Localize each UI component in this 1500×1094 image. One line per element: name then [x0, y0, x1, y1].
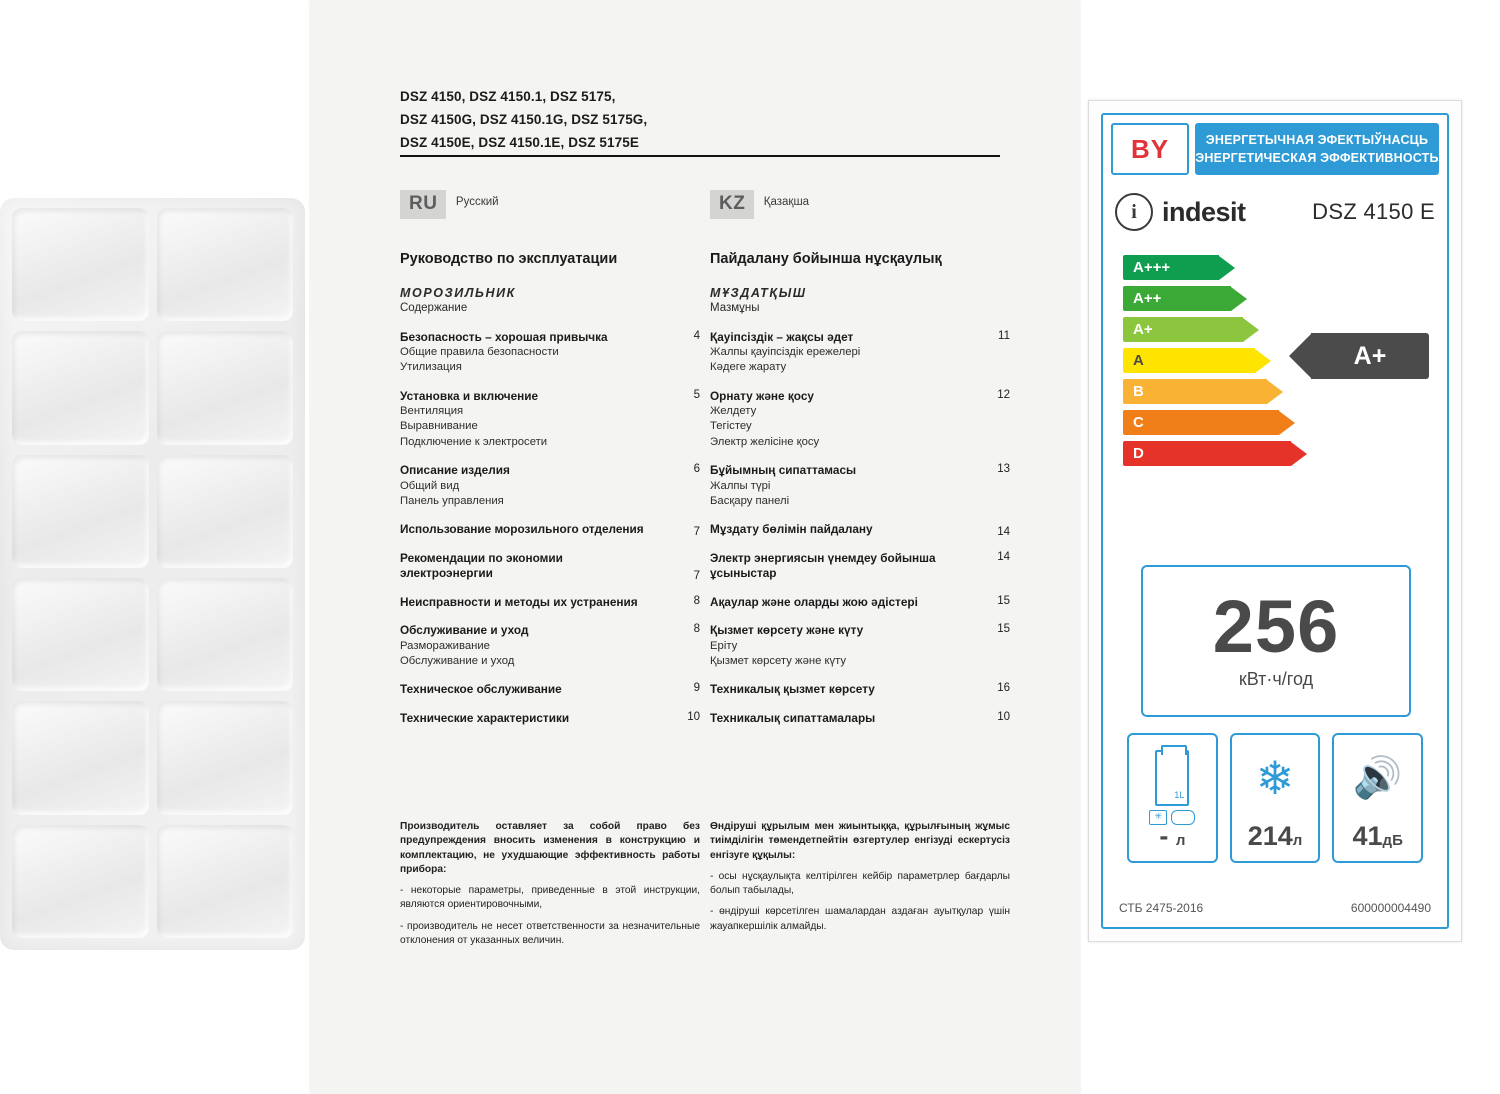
energy-class-label: A+++ [1123, 255, 1219, 280]
disclaimer-item: - осы нұсқаулықта келтірілген кейбір параметрлер бағдарлы болып табылады, [710, 870, 1010, 897]
toc-column-kz [710, 250, 1010, 739]
energy-class-bar [1123, 286, 1338, 311]
ice-tray-cell [12, 825, 149, 938]
toc-page-number: 4 [693, 329, 700, 342]
toc-subtitle: Общие правила безопасности [400, 346, 559, 359]
toc-title: Орнату және қосу [710, 388, 814, 403]
toc-title: Неисправности и методы их устранения [400, 594, 638, 609]
toc-subtitle: Выравнивание [400, 420, 478, 433]
toc-subtitle: Тегістеу [710, 420, 752, 433]
toc-subtitle: Общий вид [400, 479, 460, 492]
manual-heading-kz: Пайдалану бойынша нұсқаулық [710, 251, 942, 267]
toc-title: Установка и включение [400, 388, 539, 403]
toc-title: Безопасность – хорошая привычка [400, 329, 608, 344]
contents-label-kz: Мазмұны [710, 301, 760, 314]
toc-title: Обслуживание и уход [400, 623, 529, 638]
energy-efficiency-label [1088, 100, 1462, 942]
energy-class-label: A+ [1123, 317, 1243, 342]
toc-subtitle: Басқару панелі [710, 494, 790, 507]
toc-entry [710, 330, 1010, 376]
spec-icon-row [1127, 733, 1423, 863]
ice-tray-cell [157, 701, 294, 814]
toc-page-number: 15 [997, 594, 1010, 607]
toc-page-number: 14 [997, 550, 1010, 563]
toc-entry [400, 595, 700, 611]
energy-class-label: D [1123, 441, 1291, 466]
toc-title: Ақаулар және оларды жою әдістері [710, 594, 918, 609]
ice-tray-cells [12, 208, 293, 938]
ice-tray-cell [157, 455, 294, 568]
arrow-tip-icon [1289, 333, 1312, 379]
disclaimer-ru [400, 820, 700, 955]
toc-entry [710, 682, 1010, 698]
noise-unit: дБ [1382, 832, 1403, 849]
awarded-class-arrow [1289, 333, 1429, 379]
appliance-type-ru: МОРОЗИЛЬНИК [400, 285, 516, 300]
carton-label: 1L [1174, 790, 1185, 800]
noise-box [1332, 733, 1423, 863]
toc-entry [400, 711, 700, 727]
toc-subtitle: Желдету [710, 405, 757, 418]
energy-class-bar [1123, 379, 1338, 404]
toc-page-number: 6 [693, 462, 700, 475]
model-line-2: DSZ 4150G, DSZ 4150.1G, DSZ 5175G, [400, 112, 648, 128]
toc-column-ru [400, 250, 700, 739]
fresh-volume-value [1159, 821, 1185, 852]
toc-entry [400, 682, 700, 698]
toc-page-number: 12 [997, 388, 1010, 401]
toc-title: Технические характеристики [400, 710, 570, 725]
bar-tip-icon [1219, 256, 1235, 280]
carton-icon [1129, 745, 1216, 811]
label-header [1111, 123, 1439, 175]
contents-label-ru: Содержание [400, 301, 468, 314]
language-kz [710, 190, 809, 219]
toc-title: Техникалық қызмет көрсету [710, 682, 875, 697]
disclaimer-item: - өндіруші көрсетілген шамалардан аздаған ауытқулар үшін жауапкершілік алмайды. [710, 906, 1010, 932]
toc-subtitle: Қызмет көрсету және күту [710, 655, 847, 668]
ice-tray-cell [157, 578, 294, 691]
country-code-badge: BY [1111, 123, 1189, 175]
indesit-mark-icon: i [1115, 193, 1153, 231]
energy-class-bar [1123, 410, 1338, 435]
annual-energy-unit: кВт·ч/год [1238, 668, 1314, 689]
toc-page-number: 13 [997, 462, 1010, 475]
ice-tray-cell [12, 455, 149, 568]
toc-title: Қауіпсіздік – жақсы әдет [710, 329, 854, 344]
toc-entry [710, 595, 1010, 611]
toc-entry [400, 522, 700, 538]
efficiency-title [1195, 123, 1439, 175]
appliance-type-kz: МҰЗДАТҚЫШ [710, 285, 807, 300]
toc-title: Қызмет көрсету және күту [710, 623, 864, 638]
toc-entry [710, 463, 1010, 509]
ice-tray-cell [12, 701, 149, 814]
toc-entry [710, 623, 1010, 669]
toc-subtitle: Утилизация [400, 361, 462, 374]
toc-page-number: 14 [997, 525, 1010, 538]
brand-row [1115, 185, 1435, 239]
language-name-ru: Русский [455, 196, 499, 208]
pill-icon [1171, 810, 1195, 825]
toc-entry [400, 463, 700, 509]
model-code: DSZ 4150 E [1312, 199, 1435, 224]
freezer-volume-unit: л [1292, 832, 1303, 849]
label-code: 600000004490 [1350, 901, 1431, 915]
instruction-manual-page [310, 0, 1080, 1094]
toc-title: Рекомендации по экономии электроэнергии [400, 550, 563, 581]
toc-entry [710, 389, 1010, 450]
toc-page-number: 8 [693, 594, 700, 607]
label-footer [1119, 901, 1431, 915]
toc-page-number: 11 [998, 329, 1010, 342]
toc-title: Мұздату бөлімін пайдалану [710, 522, 873, 536]
snowflake-icon: ❄ [1255, 752, 1295, 804]
toc-subtitle: Подключение к электросети [400, 435, 548, 448]
bar-tip-icon [1243, 318, 1259, 342]
fresh-sub-icons [1129, 810, 1216, 825]
toc-entry [710, 551, 1010, 582]
toc-page-number: 16 [997, 682, 1010, 695]
toc-entry [400, 330, 700, 376]
toc-title: Описание изделия [400, 462, 510, 477]
disclaimer-bold-ru: Производитель оставляет за собой право без предупреждения вносить изменения в конструкцию и комплектацию, не ухудшающие эффективность работы прибора: [400, 821, 700, 875]
toc-subtitle: Панель управления [400, 494, 504, 507]
model-line-3: DSZ 4150E, DSZ 4150.1E, DSZ 5175E [400, 135, 639, 151]
freezer-volume-box [1230, 733, 1321, 863]
energy-class-bar [1123, 441, 1338, 466]
toc-subtitle: Размораживание [400, 639, 490, 652]
toc-title: Техническое обслуживание [400, 682, 562, 697]
ice-tray-cell [12, 331, 149, 444]
toc-page-number: 7 [693, 569, 700, 582]
fresh-volume-unit: л [1175, 832, 1186, 849]
disclaimer-kz [710, 820, 1010, 941]
toc-entry [710, 522, 1010, 538]
energy-class-label: A++ [1123, 286, 1231, 311]
model-list [400, 85, 1000, 155]
bar-tip-icon [1231, 287, 1247, 311]
ice-tray-cell [157, 208, 294, 321]
standard-reference: СТБ 2475-2016 [1119, 901, 1204, 915]
language-badge-ru: RU [400, 190, 446, 219]
ice-tray-cell [12, 208, 149, 321]
disclaimer-bold-kz: Өндіруші құрылым мен жиынтыққа, құрылғының жұмыс тиімділігін төмендетпейтін өзгертулер енгізуді ескертусіз енгізуге құқылы: [710, 821, 1010, 861]
toc-subtitle: Жалпы қауіпсіздік ережелері [710, 346, 861, 359]
toc-title: Техникалық сипаттамалары [710, 710, 876, 725]
freezer-volume-number: 214 [1247, 821, 1293, 851]
energy-class-label: C [1123, 410, 1279, 435]
title-divider [400, 155, 1000, 157]
toc-page-number: 10 [997, 710, 1010, 723]
bar-tip-icon [1291, 442, 1307, 466]
toc-subtitle: Еріту [710, 639, 738, 652]
fresh-volume-box [1127, 733, 1218, 863]
awarded-class-label: A+ [1311, 333, 1429, 379]
fresh-volume-number: - [1159, 821, 1169, 851]
disclaimer-item: - производитель не несет ответственности за незначительные отклонения от указанных величин. [400, 920, 700, 946]
ice-tray-cell [157, 825, 294, 938]
noise-value [1353, 821, 1403, 852]
language-ru [400, 190, 499, 219]
annual-energy-value: 256 [1212, 585, 1340, 669]
model-line-1: DSZ 4150, DSZ 4150.1, DSZ 5175, [400, 89, 616, 104]
manual-heading-ru: Руководство по эксплуатации [400, 251, 618, 267]
toc-title: Бұйымның сипаттамасы [710, 462, 857, 477]
brand-name: indesit [1162, 196, 1246, 227]
toc-page-number: 9 [693, 682, 700, 695]
toc-entry [710, 711, 1010, 727]
toc-subtitle: Жалпы түрі [710, 479, 771, 492]
toc-page-number: 10 [687, 710, 700, 723]
toc-entry [400, 623, 700, 669]
star-icon: ✳ [1149, 810, 1167, 825]
ice-cube-tray [0, 198, 305, 950]
noise-number: 41 [1352, 821, 1383, 851]
toc-entry [400, 551, 700, 582]
toc-page-number: 5 [693, 388, 700, 401]
bar-tip-icon [1255, 349, 1271, 373]
efficiency-title-be: ЭНЕРГЕТЫЧНАЯ ЭФЕКТЫЎНАСЦЬ [1205, 132, 1429, 147]
bar-tip-icon [1279, 411, 1295, 435]
toc-page-number: 8 [693, 623, 700, 636]
disclaimer-item: - некоторые параметры, приведенные в этой инструкции, являются ориентировочными, [400, 885, 700, 911]
ice-tray-cell [157, 331, 294, 444]
toc-title: Использование морозильного отделения [400, 522, 644, 536]
energy-class-label: A [1123, 348, 1255, 373]
brand-logo [1115, 193, 1246, 231]
energy-class-label: B [1123, 379, 1267, 404]
annual-energy-box [1141, 565, 1411, 717]
toc-subtitle: Кәдеге жарату [710, 361, 787, 374]
freezer-volume-value [1248, 821, 1303, 852]
language-badge-kz: KZ [710, 190, 754, 219]
toc-page-number: 7 [693, 525, 700, 538]
speaker-icon: 🔊 [1352, 756, 1403, 800]
toc-entry [400, 389, 700, 450]
toc-subtitle: Электр желісіне қосу [710, 435, 820, 448]
toc-subtitle: Обслуживание и уход [400, 655, 515, 668]
toc-subtitle: Вентиляция [400, 405, 464, 418]
toc-title: Электр энергиясын үнемдеу бойынша ұсыныстар [710, 550, 936, 581]
toc-page-number: 15 [997, 623, 1010, 636]
ice-tray-cell [12, 578, 149, 691]
bar-tip-icon [1267, 380, 1283, 404]
energy-class-bar [1123, 255, 1338, 280]
language-name-kz: Қазақша [763, 196, 810, 208]
efficiency-title-ru: ЭНЕРГЕТИЧЕСКАЯ ЭФФЕКТИВНОСТЬ [1195, 151, 1439, 165]
